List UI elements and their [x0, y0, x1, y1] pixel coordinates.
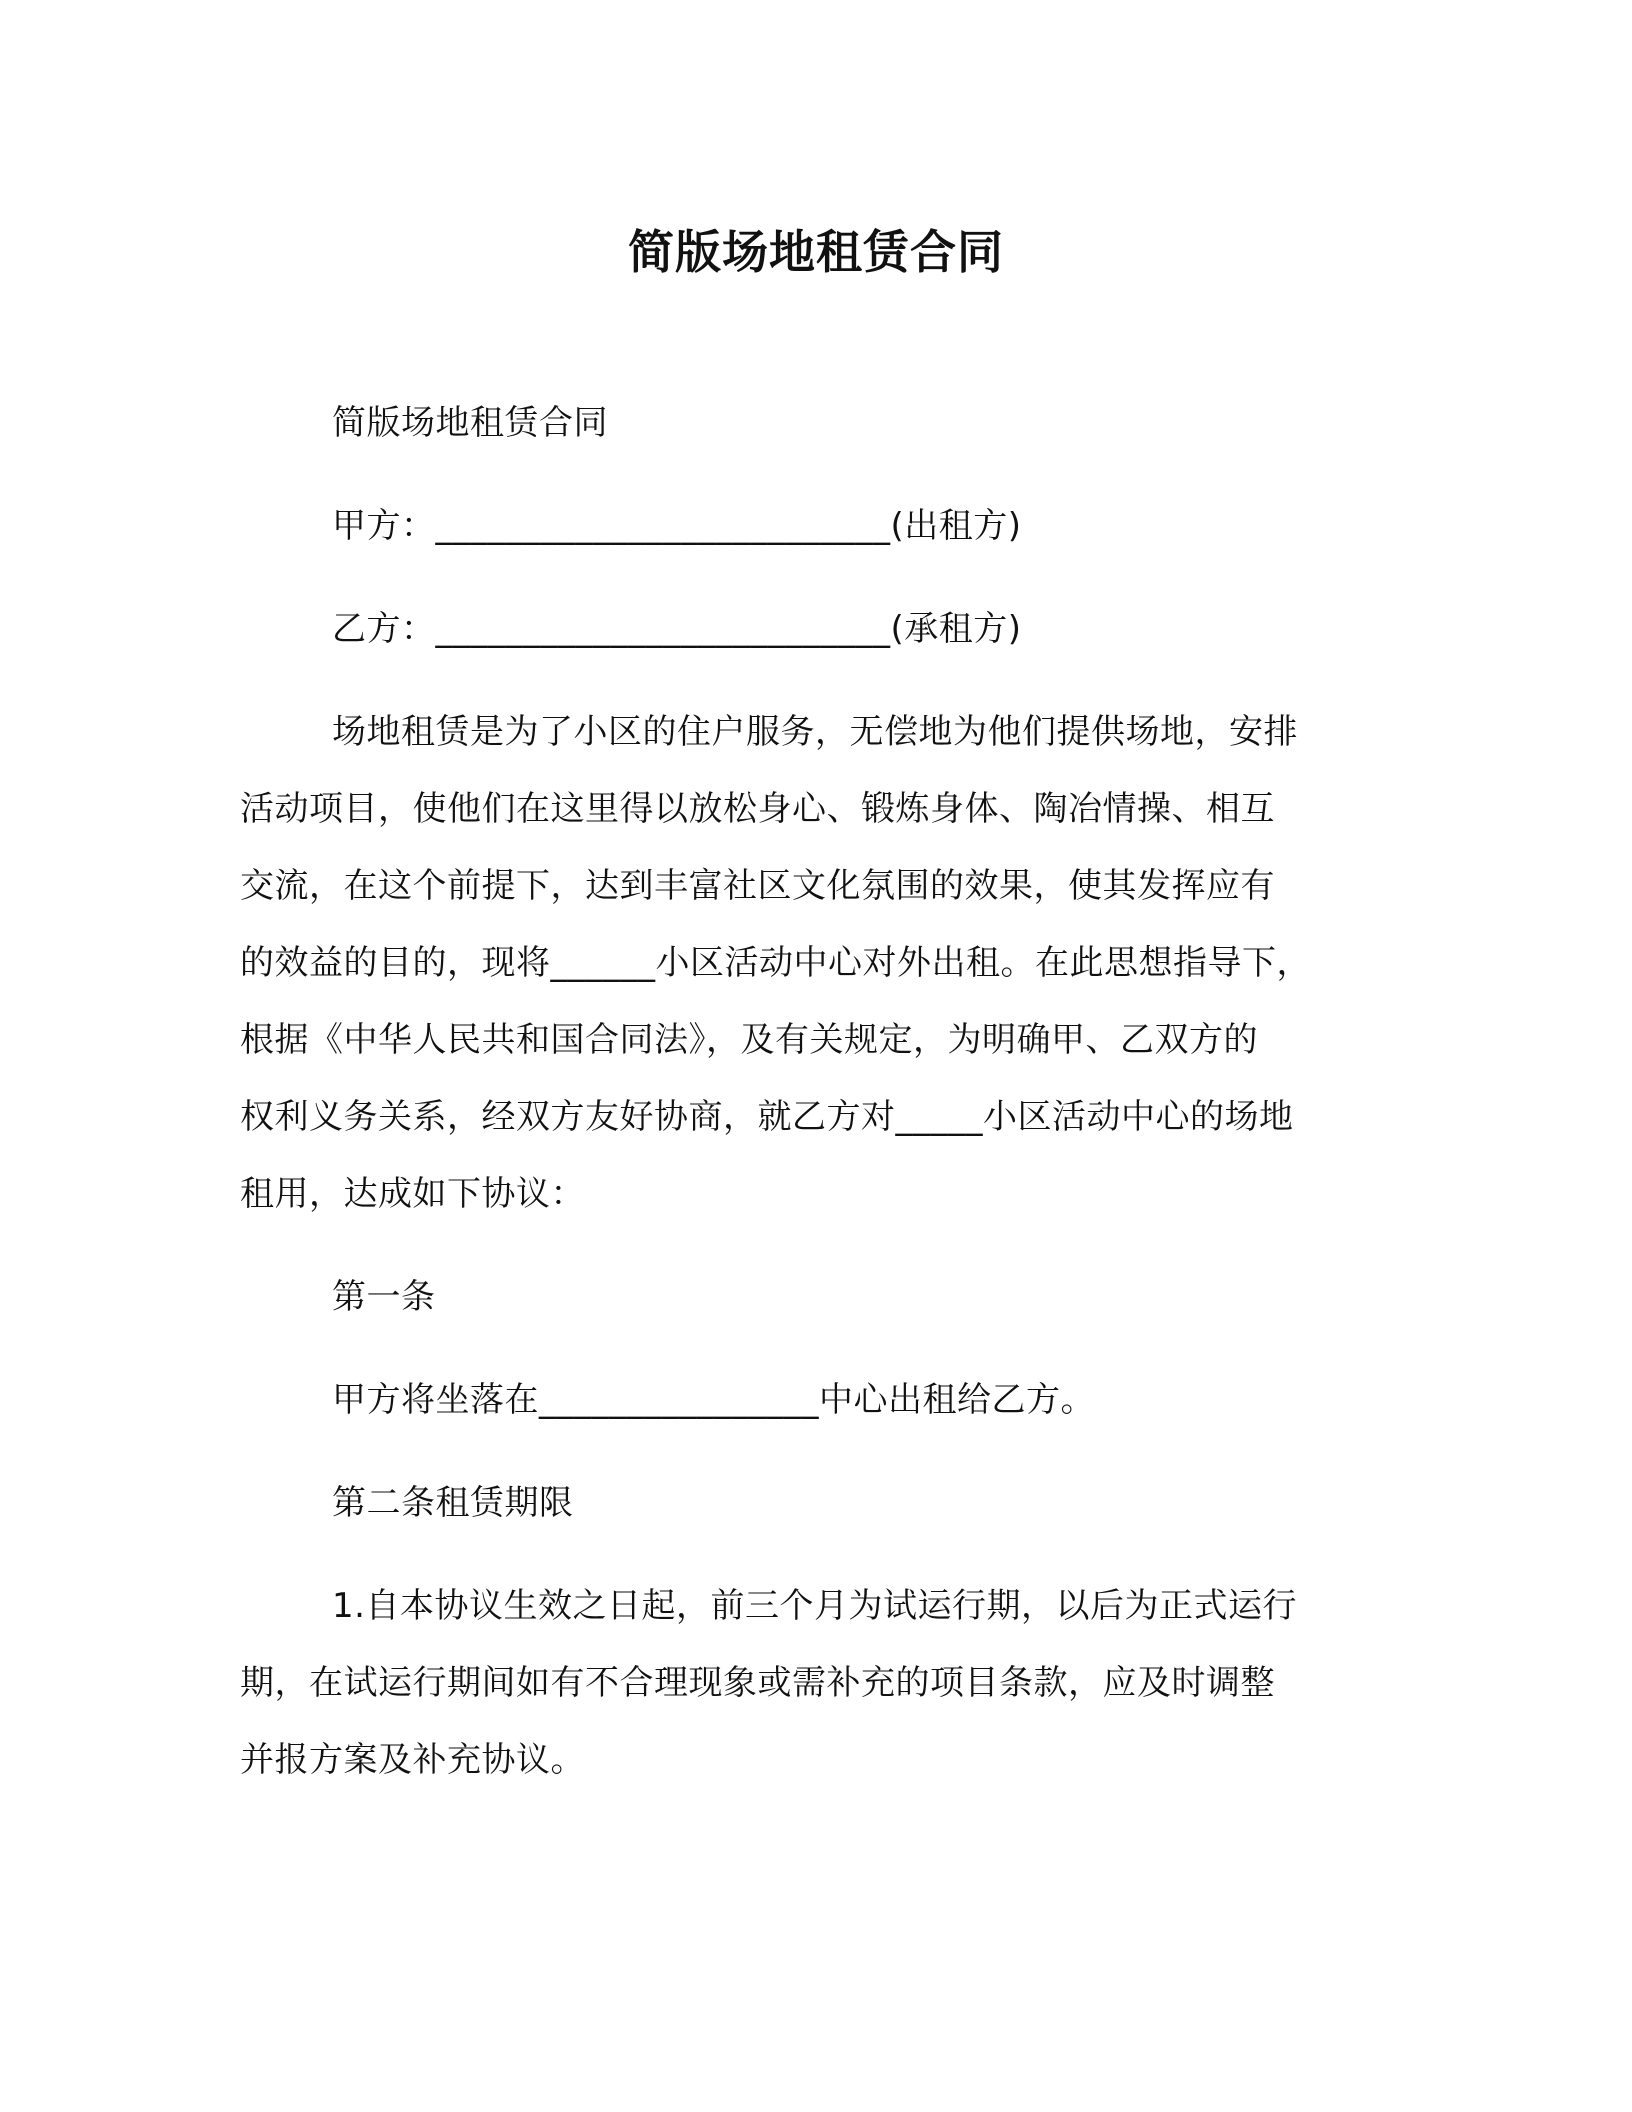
paragraph-line: 根据《中华人民共和国合同法》，及有关规定，为明确甲、乙双方的 — [240, 1020, 1258, 1060]
paragraph-line: 期，在试运行期间如有不合理现象或需补充的项目条款，应及时调整 — [240, 1663, 1275, 1703]
party-a-line: 甲方：__________________________(出租方) — [332, 506, 1022, 546]
party-b-line: 乙方：__________________________(承租方) — [332, 609, 1022, 649]
paragraph-line: 租用，达成如下协议： — [240, 1174, 585, 1214]
paragraph-line: 场地租赁是为了小区的住户服务，无偿地为他们提供场地，安排 — [332, 712, 1298, 752]
article-heading: 第二条租赁期限 — [332, 1483, 574, 1523]
paragraph-line: 权利义务关系，经双方友好协商，就乙方对_____小区活动中心的场地 — [240, 1097, 1294, 1137]
article-heading: 第一条 — [332, 1277, 436, 1317]
paragraph-line: 并报方案及补充协议。 — [240, 1740, 585, 1780]
paragraph-line: 1.自本协议生效之日起，前三个月为试运行期，以后为正式运行 — [332, 1586, 1297, 1626]
subtitle-line: 简版场地租赁合同 — [332, 403, 608, 443]
document-title: 简版场地租赁合同 — [628, 225, 1004, 279]
paragraph-line: 的效益的目的，现将______小区活动中心对外出租。在此思想指导下， — [240, 943, 1311, 983]
paragraph-line: 活动项目，使他们在这里得以放松身心、锻炼身体、陶冶情操、相互 — [240, 789, 1275, 829]
article-text: 甲方将坐落在________________中心出租给乙方。 — [332, 1380, 1095, 1420]
paragraph-line: 交流，在这个前提下，达到丰富社区文化氛围的效果，使其发挥应有 — [240, 866, 1275, 906]
